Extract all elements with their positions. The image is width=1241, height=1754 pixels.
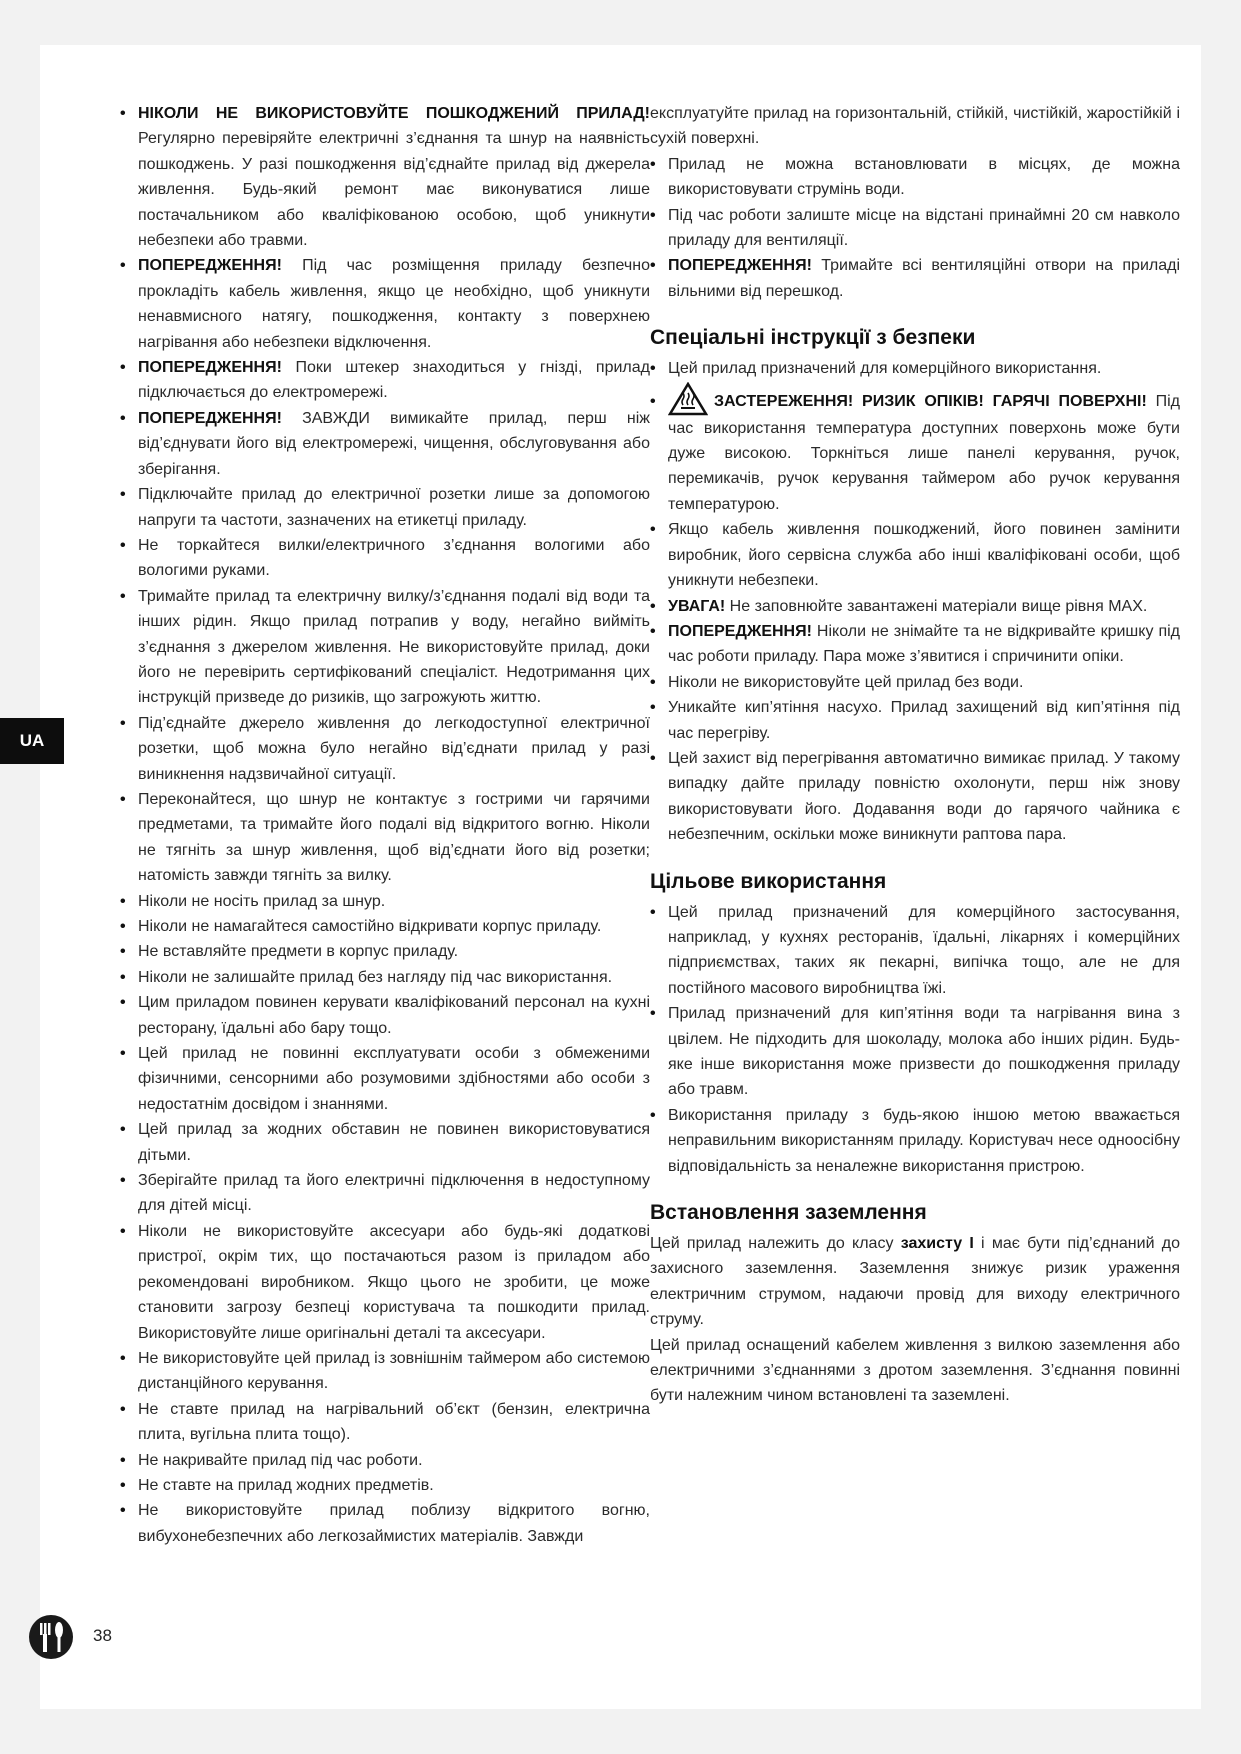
- left-column: [120, 101, 650, 1549]
- list-item: • ПОПЕРЕДЖЕННЯ! Поки штекер знаходиться у гнізді, прилад підключається до електромережі.: [120, 355, 650, 406]
- list-item: • Ніколи не використовуйте цей прилад без води.: [650, 670, 1180, 695]
- continued-text: експлуатуйте прилад на горизонтальній, стійкій, чистійкій, жаростійкій і сухій поверхні.: [650, 105, 1180, 148]
- special-bullets: [650, 517, 1180, 847]
- list-item: • Тримайте прилад та електричну вилку/з’єднання подалі від води та інших рідин. Якщо прилад потрапив у воду, негайно вийміть з’єднання з джерелом живлення. Не використовуйте прилад, доки його не перевірить сертифікований спеціаліст. Недотримання цих інструкцій призведе до ризиків, що загрожують життю.: [120, 584, 650, 711]
- list-item: • Не використовуйте цей прилад із зовнішнім таймером або системою дистанційного керування.: [120, 1346, 650, 1397]
- section-title-special: Спеціальні інструкції з безпеки: [650, 326, 976, 350]
- list-item: • Не вставляйте предмети в корпус приладу.: [120, 939, 650, 964]
- list-item: • Цей прилад за жодних обставин не повинен використовуватися дітьми.: [120, 1117, 650, 1168]
- hot-surface-warning-icon: [668, 382, 708, 416]
- list-item: • ПОПЕРЕДЖЕННЯ! ЗАВЖДИ вимикайте прилад, перш ніж від’єднувати його від електромережі, чищення, обслуговування або зберігання.: [120, 406, 650, 482]
- list-item: • Ніколи не носіть прилад за шнур.: [120, 889, 650, 914]
- list-item: • Не використовуйте прилад поблизу відкритого вогню, вибухонебезпечних або легкозаймистих матеріалів. Завжди: [120, 1498, 650, 1549]
- list-item: • Ніколи не залишайте прилад без нагляду під час використання.: [120, 965, 650, 990]
- use-bullets: [650, 900, 1180, 1179]
- list-item: • Цей захист від перегрівання автоматично вимикає прилад. У такому випадку дайте приладу повністю охолонути, перш ніж знову використовувати його. Додавання води до гарячого чайника є небезпечним, оскільки може виникнути раптова пара.: [650, 746, 1180, 848]
- cutlery-logo-icon: [28, 1614, 74, 1660]
- list-item: • ПОПЕРЕДЖЕННЯ! Ніколи не знімайте та не відкривайте кришку під час роботи приладу. Пара може з’явитися і спричинити опіки.: [650, 619, 1180, 670]
- list-item: • Цей прилад призначений для комерційного використання.: [650, 356, 1180, 381]
- section-title-use: Цільове використання: [650, 869, 887, 893]
- list-item: • Ніколи не використовуйте аксесуари або будь-які додаткові пристрої, окрім тих, що постачаються разом із приладом або рекомендовані виробником. Якщо цього не зробити, це може становити загрозу безпеці користувача та пошкодити прилад. Використовуйте лише оригінальні деталі та аксесуари.: [120, 1219, 650, 1346]
- list-item: • Підключайте прилад до електричної розетки лише за допомогою напруги та частоти, зазначених на етикетці приладу.: [120, 482, 650, 533]
- list-item: • Під’єднайте джерело живлення до легкодоступної електричної розетки, щоб можна було негайно від’єднати прилад у разі виникнення надзвичайної ситуації.: [120, 711, 650, 787]
- list-item: • Уникайте кип’ятіння насухо. Прилад захищений від кип’ятіння під час перегріву.: [650, 695, 1180, 746]
- ground-paragraph-1: Цей прилад належить до класу захисту I і має бути під’єднаний до захисного заземлення. Заземлення знижує ризик ураження електричним струмом, надаючи провід для виходу електричного струму.: [650, 1235, 1180, 1329]
- section-title-ground: Встановлення заземлення: [650, 1201, 927, 1225]
- page: [40, 45, 1201, 1709]
- list-item: • ПОПЕРЕДЖЕННЯ! Тримайте всі вентиляційні отвори на приладі вільними від перешкод.: [650, 253, 1180, 304]
- list-item: • УВАГА! Не заповнюйте завантажені матеріали вище рівня MAX.: [650, 594, 1180, 619]
- page-number: 38: [93, 1626, 112, 1645]
- list-item: • Під час роботи залиште місце на відстані принаймні 20 см навколо приладу для вентиляції.: [650, 203, 1180, 254]
- list-item: • Прилад призначений для кип’ятіння води та нагрівання вина з цвілем. Не підходить для шоколаду, молока або інших рідин. Будь-яке інше використання може призвести до пошкодження приладу або травм.: [650, 1001, 1180, 1103]
- list-item: • Зберігайте прилад та його електричні підключення в недоступному для дітей місці.: [120, 1168, 650, 1219]
- list-item: • Цим приладом повинен керувати кваліфікований персонал на кухні ресторану, їдальні або бару тощо.: [120, 990, 650, 1041]
- right-bullets: [650, 152, 1180, 304]
- list-item: • Прилад не можна встановлювати в місцях, де можна використовувати струмінь води.: [650, 152, 1180, 203]
- list-item: • Ніколи не намагайтеся самостійно відкривати корпус приладу.: [120, 914, 650, 939]
- list-item: • Не накривайте прилад під час роботи.: [120, 1448, 650, 1473]
- list-item: • Цей прилад не повинні експлуатувати особи з обмеженими фізичними, сенсорними або розумовими здібностями або особи з недостатнім досвідом і знаннями.: [120, 1041, 650, 1117]
- list-item: • Не ставте на прилад жодних предметів.: [120, 1473, 650, 1498]
- list-item: • Переконайтеся, що шнур не контактує з гострими чи гарячими предметами, та тримайте його подалі від відкритого вогню. Ніколи не тягніть за шнур живлення, щоб від’єднати його від розетки; натомість завжди тягніть за вилку.: [120, 787, 650, 889]
- list-item: • Цей прилад призначений для комерційного застосування, наприклад, у кухнях ресторанів, їдальні, лікарнях і комерційних підприємствах, таких як пекарні, випічка тощо, але не для постійного масового виробництва їжі.: [650, 900, 1180, 1002]
- list-item: • Не торкайтеся вилки/електричного з’єднання вологими або вологими руками.: [120, 533, 650, 584]
- ground-paragraph-2: Цей прилад оснащений кабелем живлення з вилкою заземлення або електричними з’єднаннями з дротом заземлення. З’єднання повинні бути належним чином встановлені та заземлені.: [650, 1336, 1180, 1405]
- list-item: • Якщо кабель живлення пошкоджений, його повинен замінити виробник, його сервісна служба або інші кваліфіковані особи, щоб уникнути небезпеки.: [650, 517, 1180, 593]
- language-tab: UA: [0, 718, 64, 764]
- list-item: • Не ставте прилад на нагрівальний об’єкт (бензин, електрична плита, вугільна плита тощо).: [120, 1397, 650, 1448]
- list-item: • Використання приладу з будь-якою іншою метою вважається неправильним використанням приладу. Користувач несе одноосібну відповідальність за неналежне використання пристрою.: [650, 1103, 1180, 1179]
- list-item: • НІКОЛИ НЕ ВИКОРИСТОВУЙТЕ ПОШКОДЖЕНИЙ ПРИЛАД! Регулярно перевіряйте електричні з’єднання та шнур на наявність пошкоджень. У разі пошкодження від’єднайте прилад від джерела живлення. Будь-який ремонт має виконуватися лише постачальником або кваліфікованою особою, щоб уникнути небезпеки або травми.: [120, 101, 650, 253]
- list-item: • ПОПЕРЕДЖЕННЯ! Під час розміщення приладу безпечно прокладіть кабель живлення, якщо це необхідно, щоб уникнути ненавмисного натягу, пошкодження, контакту з поверхнею нагрівання або небезпеки відключення.: [120, 253, 650, 355]
- right-column: [650, 101, 1180, 1409]
- warning-item: • ЗАСТЕРЕЖЕННЯ! РИЗИК ОПІКІВ! ГАРЯЧІ ПОВЕРХНІ! Під час використання температура доступних поверхонь може бути дуже високою. Торкніться лише панелі керування, ручок, перемикачів, ручок керування таймером або ручок керування температурою.: [650, 382, 1180, 518]
